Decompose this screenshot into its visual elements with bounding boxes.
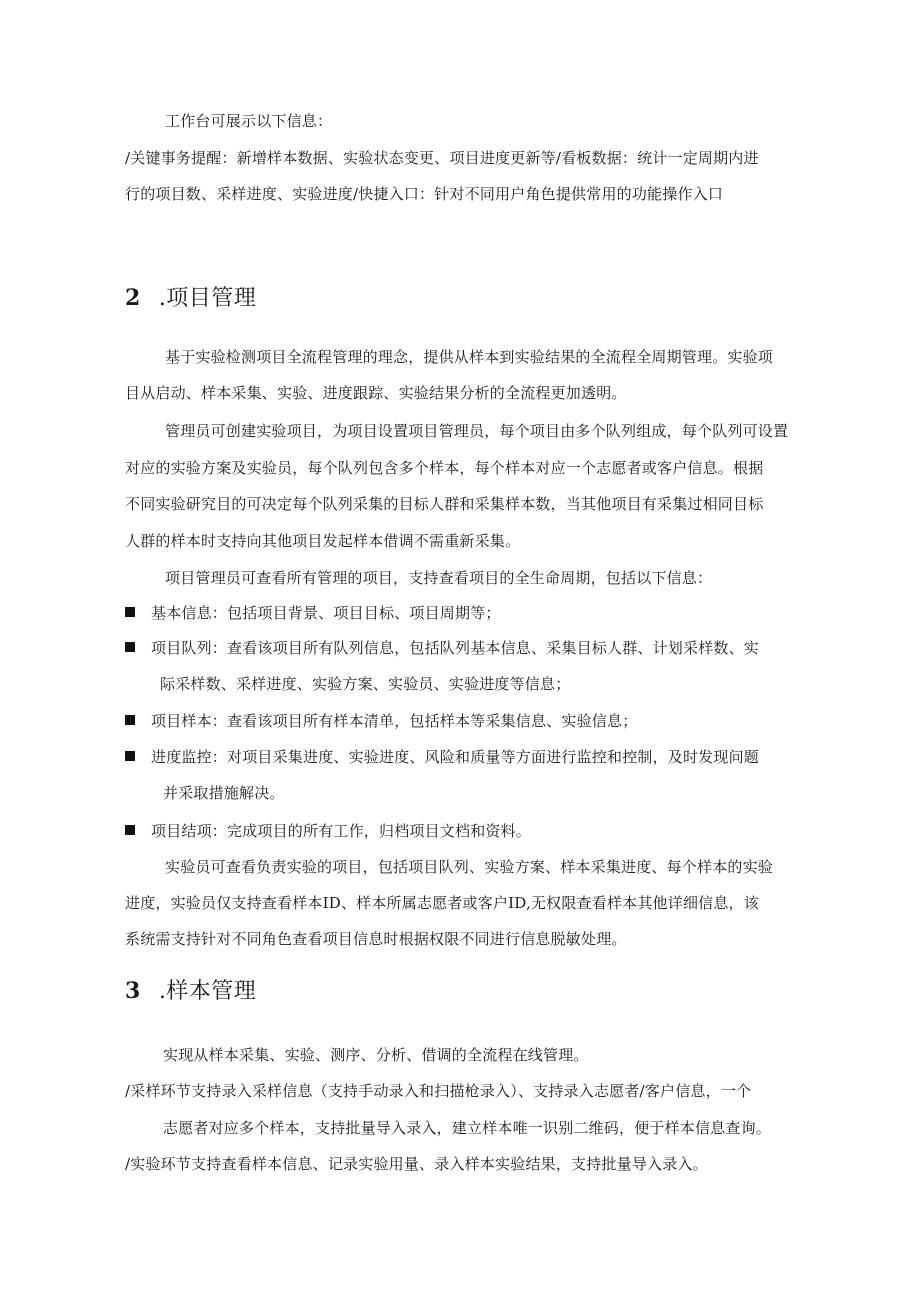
section-3-number: 3 (125, 978, 141, 1004)
section-2-title: .项目管理 (158, 286, 257, 311)
bullet-item-basic-info (125, 602, 501, 624)
square-bullet-icon (125, 642, 135, 652)
bullet-item-project-samples (125, 710, 637, 732)
intro-list-line-1: /关键事务提醒：新增样本数据、实验状态变更、项目进度更新等/看板数据：统计一定周期内进 (125, 149, 759, 167)
s3-paragraph-1: 实现从样本采集、实验、测序、分析、借调的全流程在线管理。 (163, 1046, 589, 1064)
square-bullet-icon (125, 751, 135, 761)
bullet-text: 项目队列：查看该项目所有队列信息，包括队列基本信息、采集目标人群、计划采样数、实 (151, 639, 760, 657)
s2-paragraph-4-line-1: 实验员可查看负责实验的项目，包括项目队列、实验方案、样本采集进度、每个样本的实验 (165, 858, 774, 876)
s2-paragraph-2-line-4: 人群的样本时支持向其他项目发起样本借调不需重新采集。 (125, 532, 521, 550)
bullet-text: 项目样本：查看该项目所有样本清单，包括样本等采集信息、实验信息； (151, 712, 638, 730)
s2-paragraph-1-line-1: 基于实验检测项目全流程管理的理念，提供从样本到实验结果的全流程全周期管理。实验项 (165, 348, 774, 366)
s2-paragraph-2-line-3: 不同实验研究目的可决定每个队列采集的目标人群和采集样本数，当其他项目有采集过相同目标 (125, 495, 764, 513)
s3-sampling-line-2: 志愿者对应多个样本，支持批量导入录入，建立样本唯一识别二维码，便于样本信息查询。 (163, 1119, 772, 1137)
bullet-item-project-queue-cont: 际采样数、采样进度、实验方案、实验员、实验进度等信息； (160, 675, 571, 693)
square-bullet-icon (125, 607, 135, 617)
intro-paragraph: 工作台可展示以下信息： (165, 112, 333, 130)
s2-paragraph-1-line-2: 目从启动、样本采集、实验、进度跟踪、实验结果分析的全流程更加透明。 (125, 384, 627, 402)
section-2-number: 2 (125, 285, 141, 311)
s3-sampling-line-1: /采样环节支持录入采样信息（支持手动录入和扫描枪录入）、支持录入志愿者/客户信息，一个 (125, 1082, 752, 1100)
intro-list-line-2: 行的项目数、采样进度、实验进度/快捷入口：针对不同用户角色提供常用的功能操作入口 (125, 185, 724, 203)
section-3-title: .样本管理 (158, 979, 257, 1004)
section-2-heading (125, 283, 256, 314)
s2-paragraph-4-line-2: 进度，实验员仅支持查看样本ID、样本所属志愿者或客户ID,无权限查看样本其他详细信息，该 (125, 894, 759, 912)
s3-experiment-line: /实验环节支持查看样本信息、记录实验用量、录入样本实验结果，支持批量导入录入。 (125, 1155, 708, 1173)
s2-paragraph-3: 项目管理员可查看所有管理的项目，支持查看项目的全生命周期，包括以下信息： (165, 569, 713, 587)
section-3-heading (125, 976, 256, 1007)
bullet-text: 基本信息：包括项目背景、项目目标、项目周期等； (151, 604, 501, 622)
s2-paragraph-4-line-3: 系统需支持针对不同角色查看项目信息时根据权限不同进行信息脱敏处理。 (125, 930, 627, 948)
square-bullet-icon (125, 715, 135, 725)
s2-paragraph-2-line-2: 对应的实验方案及实验员，每个队列包含多个样本，每个样本对应一个志愿者或客户信息。根据 (125, 459, 764, 477)
bullet-item-project-closure (125, 820, 531, 842)
bullet-item-project-queue (125, 637, 759, 659)
bullet-text: 进度监控：对项目采集进度、实验进度、风险和质量等方面进行监控和控制，及时发现问题 (151, 748, 760, 766)
bullet-item-progress-monitoring (125, 746, 759, 768)
bullet-item-progress-monitoring-cont: 并采取措施解决。 (163, 784, 285, 802)
square-bullet-icon (125, 825, 135, 835)
s2-paragraph-2-line-1: 管理员可创建实验项目，为项目设置项目管理员，每个项目由多个队列组成，每个队列可设置 (165, 422, 789, 440)
bullet-text: 项目结项：完成项目的所有工作，归档项目文档和资料。 (151, 822, 532, 840)
